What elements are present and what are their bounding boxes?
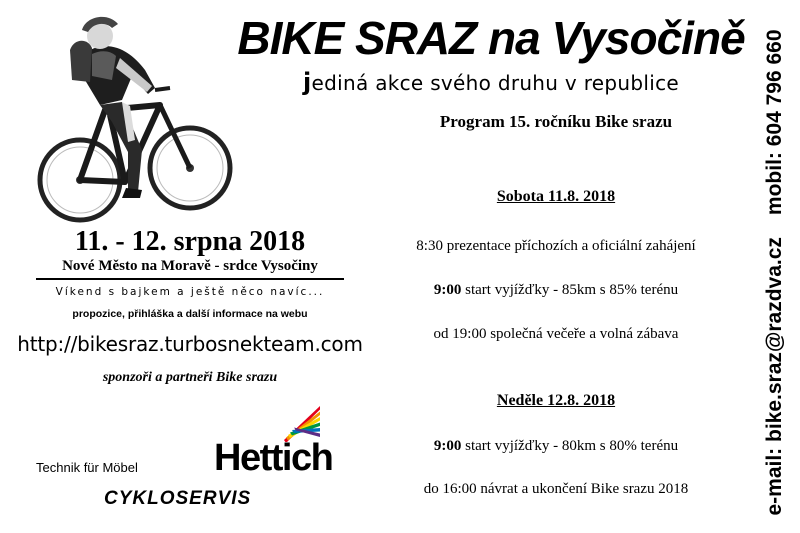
saturday-item — [356, 326, 756, 343]
saturday-item-time: 9:00 — [433, 282, 462, 298]
event-url-link[interactable]: http://bikesraz.turbosnekteam.com — [17, 332, 363, 356]
saturday-item — [356, 282, 756, 299]
program-heading: Program 15. ročníku Bike srazu — [439, 112, 673, 131]
event-date: 11. - 12. srpna 2018 — [74, 226, 306, 257]
event-tagline: Víkend s bajkem a ještě něco navíc... — [55, 286, 325, 298]
event-info: propozice, přihláška a další informace na webu — [72, 308, 308, 320]
technik-label: Technik für Möbel — [36, 460, 138, 475]
contact-vertical — [760, 25, 790, 520]
saturday-heading: Sobota 11.8. 2018 — [496, 188, 616, 205]
cyclist-illustration — [30, 10, 245, 230]
divider — [36, 278, 344, 280]
subtitle-rest: ediná akce svého druhu v republice — [311, 71, 679, 95]
sunday-item — [356, 438, 756, 455]
saturday-item-text: 8:30 prezentace příchozích a oficiální zahájení — [416, 238, 696, 254]
saturday-item — [356, 238, 756, 255]
sunday-item — [356, 481, 756, 498]
saturday-item-text: od 19:00 společná večeře a volná zábava — [433, 326, 679, 342]
hettich-logo-text: Hettich — [214, 437, 333, 479]
cykloservis-logo-text: CYKLOSERVIS — [104, 488, 252, 509]
page-title: BIKE SRAZ na Vysočině — [237, 12, 745, 64]
saturday-item-text: start vyjížďky - 85km s 85% terénu — [461, 282, 679, 298]
sunday-item-text: start vyjížďky - 80km s 80% terénu — [461, 438, 679, 454]
event-place: Nové Město na Moravě - srdce Vysočiny — [62, 258, 318, 274]
sunday-item-time: 9:00 — [433, 438, 462, 454]
page-subtitle — [236, 70, 746, 95]
sunday-heading: Neděle 12.8. 2018 — [496, 392, 616, 409]
contact-email: e-mail: bike.sraz@razdva.cz — [763, 237, 786, 516]
sponsors-label: sponzoři a partneři Bike srazu — [102, 370, 278, 385]
subtitle-first-letter: j — [303, 68, 312, 96]
sunday-item-text: do 16:00 návrat a ukončení Bike srazu 2018 — [423, 481, 689, 497]
contact-mobile: mobil: 604 796 660 — [763, 29, 786, 216]
